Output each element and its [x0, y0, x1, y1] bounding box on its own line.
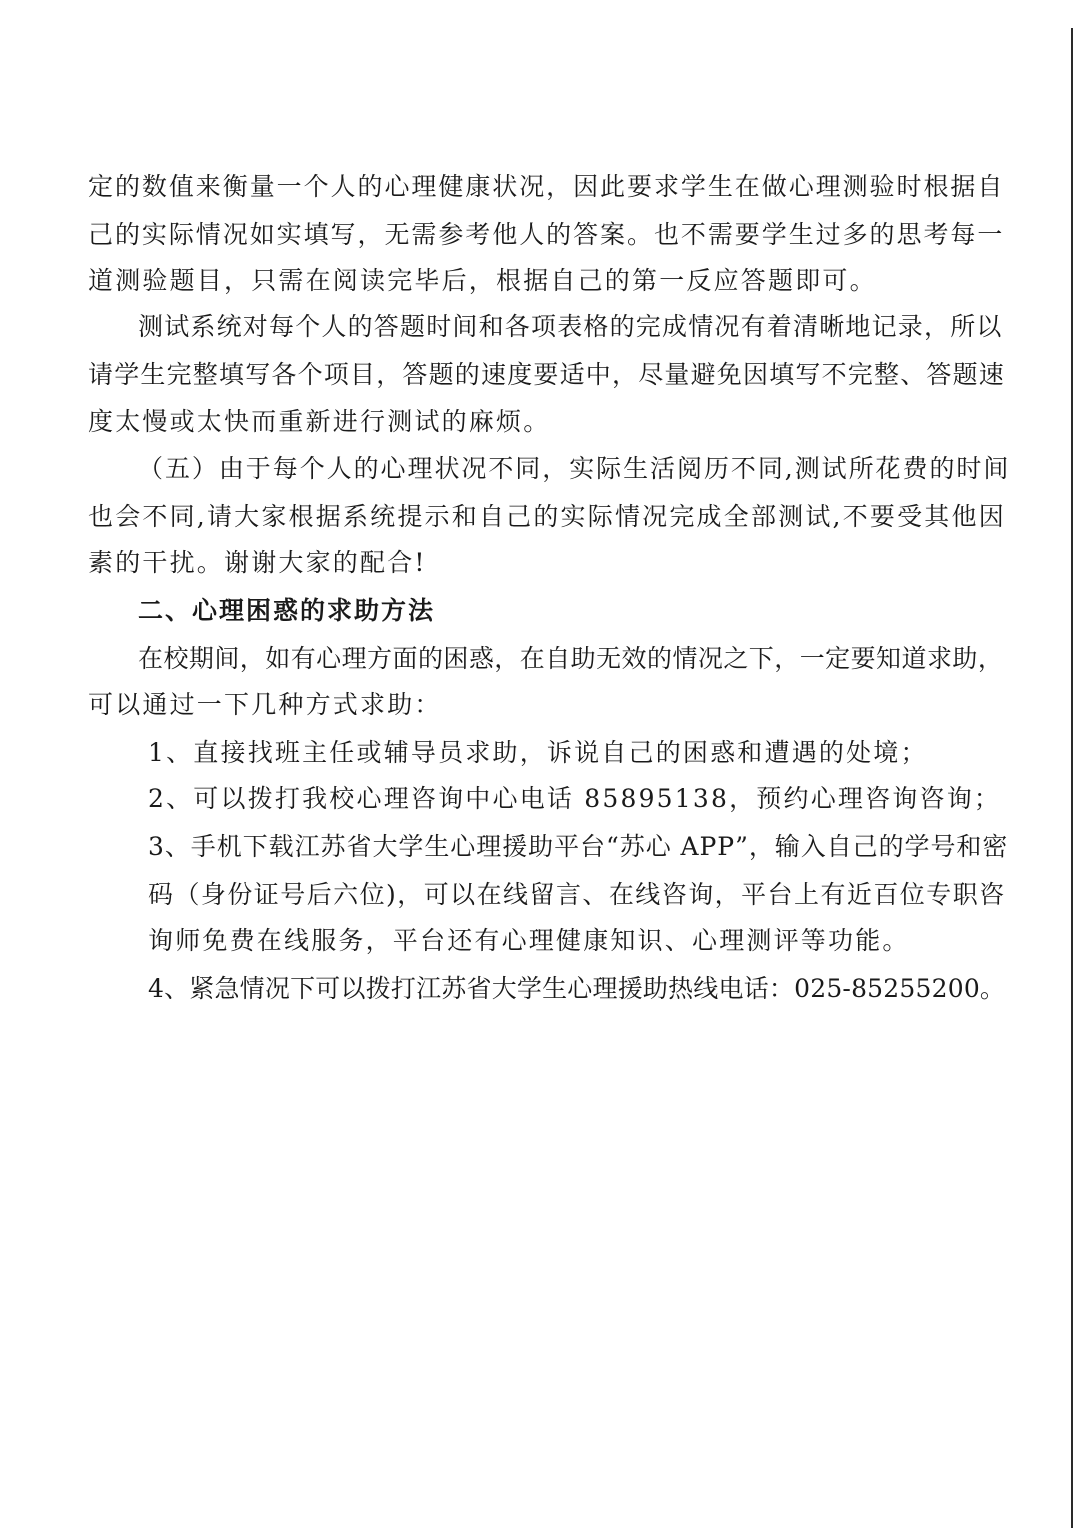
text-line: 素的干扰。谢谢大家的配合! — [88, 548, 427, 577]
list-item-4: 4、紧急情况下可以拨打江苏省大学生心理援助热线电话：025-85255200。 — [148, 974, 1006, 1003]
text-line: 请学生完整填写各个项目，答题的速度要适中，尽量避免因填写不完整、答题速 — [88, 360, 1006, 389]
list-item-1: 1、直接找班主任或辅导员求助，诉说自己的困惑和遭遇的处境； — [148, 738, 928, 767]
list-item-2: 2、可以拨打我校心理咨询中心电话 85895138，预约心理咨询咨询； — [148, 784, 1002, 813]
text-line: 3、手机下载江苏省大学生心理援助平台“苏心 APP”，输入自己的学号和密 — [148, 832, 1009, 861]
text-line: 也会不同,请大家根据系统提示和自己的实际情况完成全部测试,不要受其他因 — [88, 502, 1006, 531]
text-line: 询师免费在线服务，平台还有心理健康知识、心理测评等功能。 — [148, 926, 910, 955]
text-line: 度太慢或太快而重新进行测试的麻烦。 — [88, 407, 551, 436]
text-line: 定的数值来衡量一个人的心理健康状况，因此要求学生在做心理测验时根据自 — [88, 172, 1005, 201]
text-line: 测试系统对每个人的答题时间和各项表格的完成情况有着清晰地记录，所以 — [138, 312, 1003, 341]
text-line: 在校期间，如有心理方面的困惑，在自助无效的情况之下，一定要知道求助， — [138, 644, 1004, 673]
text-line: 码（身份证号后六位)，可以在线留言、在线咨询，平台上有近百位专职咨 — [148, 880, 1006, 909]
section-heading: 二、心理困惑的求助方法 — [138, 596, 436, 625]
text-line: 道测验题目，只需在阅读完毕后，根据自己的第一反应答题即可。 — [88, 266, 877, 295]
text-line: 可以通过一下几种方式求助： — [88, 690, 442, 719]
text-line: 己的实际情况如实填写，无需参考他人的答案。也不需要学生过多的思考每一 — [88, 220, 1005, 249]
text-line: （五）由于每个人的心理状况不同，实际生活阅历不同,测试所花费的时间 — [138, 454, 1011, 483]
